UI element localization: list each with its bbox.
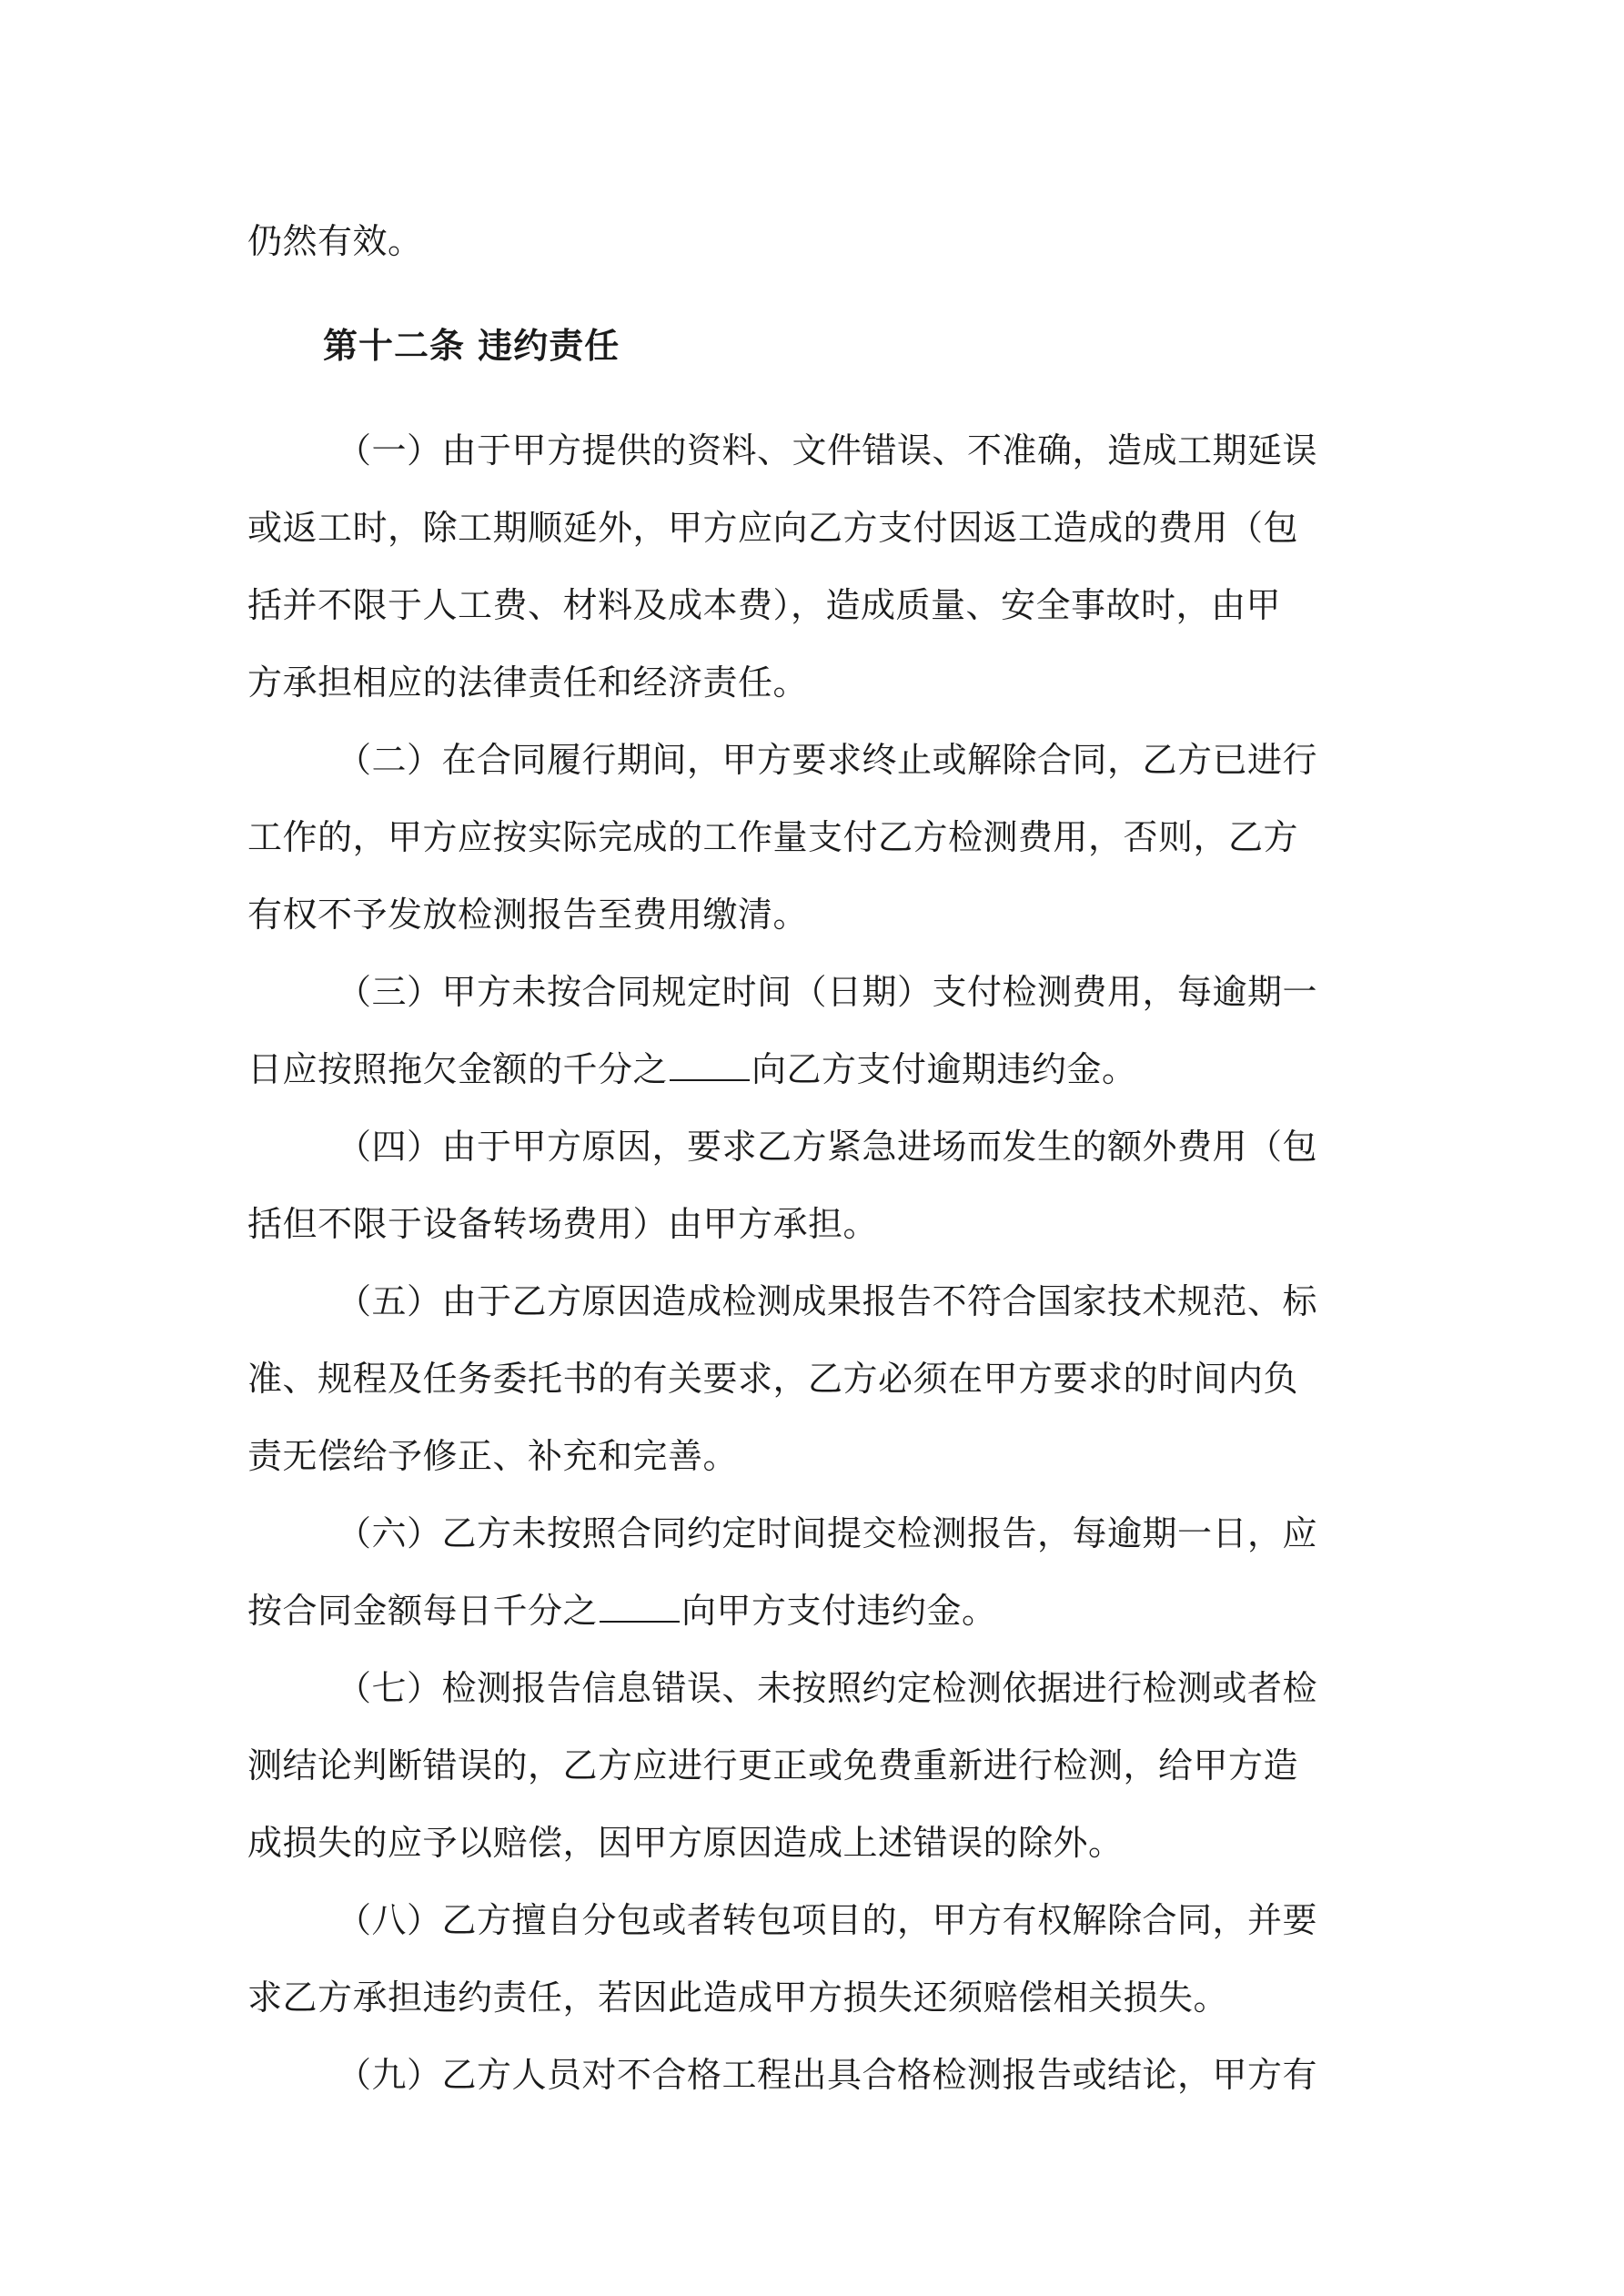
clause-4-line-1: （四）由于甲方原因，要求乙方紧急进场而发生的额外费用（包 — [337, 1127, 1318, 1167]
clause-2-line-1: （二）在合同履行期间，甲方要求终止或解除合同，乙方已进行 — [337, 740, 1318, 780]
clause-3-line-2-text-after: 向乙方支付逾期违约金。 — [751, 1049, 1137, 1089]
section-heading: 第十二条 违约责任 — [323, 325, 620, 366]
clause-7-line-3: 成损失的应予以赔偿，因甲方原因造成上述错误的除外。 — [247, 1823, 1124, 1863]
clause-6-line-1: （六）乙方未按照合同约定时间提交检测报告，每逾期一日，应 — [337, 1513, 1318, 1553]
clause-3-line-1: （三）甲方未按合同规定时间（日期）支付检测费用，每逾期一 — [337, 972, 1318, 1012]
paragraph-continuation: 仍然有效。 — [247, 221, 423, 261]
clause-1-line-4: 方承担相应的法律责任和经济责任。 — [247, 663, 809, 703]
clause-1-line-1: （一）由于甲方提供的资料、文件错误、不准确，造成工期延误 — [337, 430, 1318, 470]
clause-5-line-3: 责无偿给予修正、补充和完善。 — [247, 1436, 739, 1476]
fill-in-blank — [670, 1048, 750, 1081]
clause-7-line-1: （七）检测报告信息错误、未按照约定检测依据进行检测或者检 — [337, 1668, 1318, 1708]
clause-1-line-2: 或返工时，除工期顺延外，甲方应向乙方支付因返工造成的费用（包 — [247, 508, 1299, 548]
clause-6-line-2-text-before: 按合同金额每日千分之 — [247, 1591, 599, 1631]
clause-2-line-2: 工作的，甲方应按实际完成的工作量支付乙方检测费用，否则，乙方 — [247, 817, 1299, 857]
clause-3-line-2 — [247, 1047, 1385, 1092]
clause-1-line-3: 括并不限于人工费、材料及成本费），造成质量、安全事故时，由甲 — [247, 585, 1282, 625]
clause-6-line-2 — [247, 1588, 1385, 1633]
fill-in-blank — [600, 1590, 680, 1623]
clause-3-line-2-text-before: 日应按照拖欠金额的千分之 — [247, 1049, 669, 1089]
clause-4-line-2: 括但不限于设备转场费用）由甲方承担。 — [247, 1204, 879, 1244]
clause-5-line-2: 准、规程及任务委托书的有关要求，乙方必须在甲方要求的时间内负 — [247, 1359, 1299, 1399]
clause-2-line-3: 有权不予发放检测报告至费用缴清。 — [247, 895, 809, 935]
clause-5-line-1: （五）由于乙方原因造成检测成果报告不符合国家技术规范、标 — [337, 1281, 1318, 1321]
clause-9-line-1: （九）乙方人员对不合格工程出具合格检测报告或结论，甲方有 — [337, 2055, 1318, 2095]
clause-6-line-2-text-after: 向甲方支付违约金。 — [681, 1591, 997, 1631]
clause-8-line-1: （八）乙方擅自分包或者转包项目的，甲方有权解除合同，并要 — [337, 1900, 1318, 1940]
clause-7-line-2: 测结论判断错误的，乙方应进行更正或免费重新进行检测，给甲方造 — [247, 1745, 1299, 1785]
clause-8-line-2: 求乙方承担违约责任，若因此造成甲方损失还须赔偿相关损失。 — [247, 1977, 1229, 2018]
